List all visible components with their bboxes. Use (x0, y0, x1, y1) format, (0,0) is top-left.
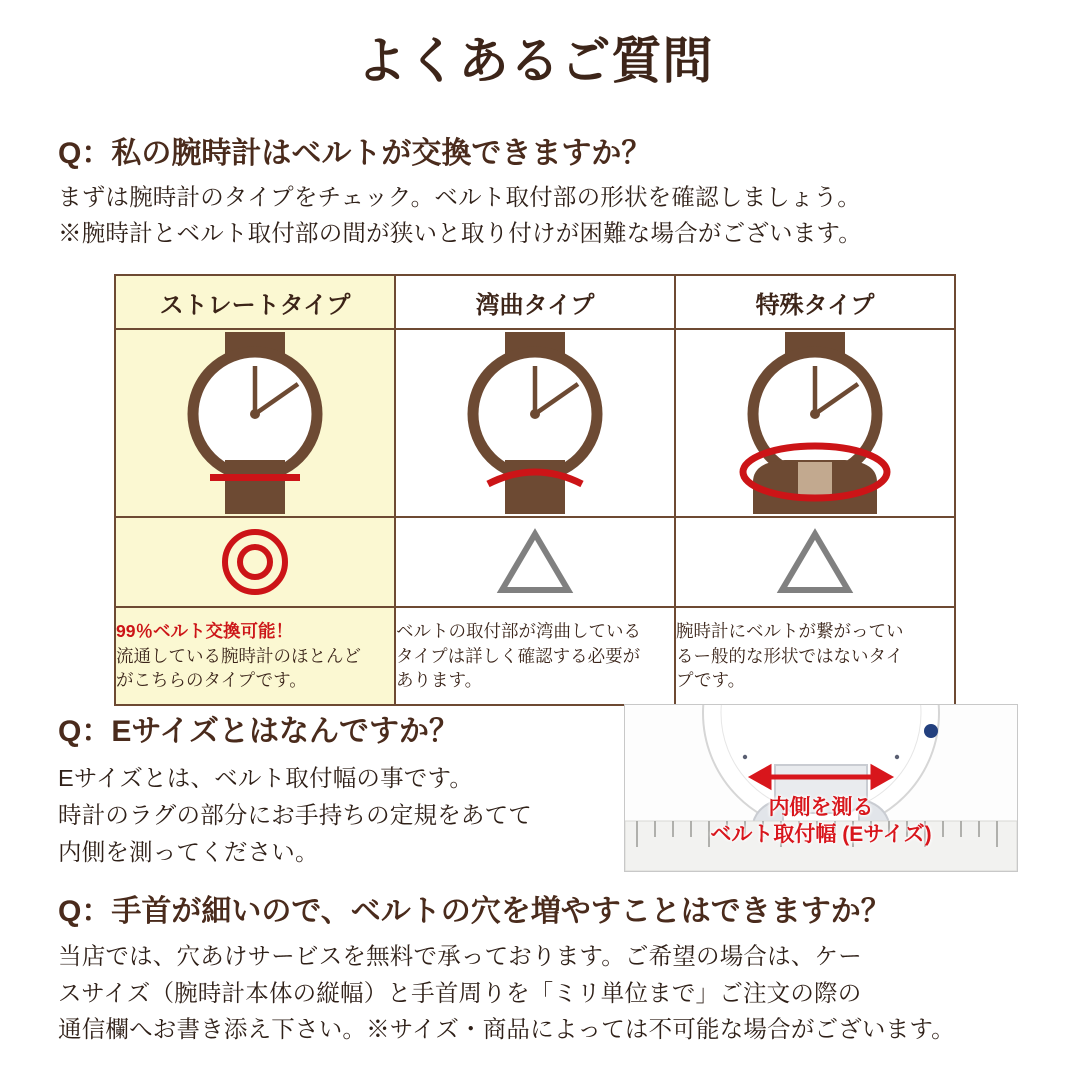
mark-curved-triangle (395, 517, 675, 607)
description-curved (395, 607, 675, 705)
answer-line: 時計のラグの部分にお手持ちの定規をあてて (58, 802, 532, 829)
question-heading-2: Q：Eサイズとはなんですか？ (58, 715, 459, 748)
description-straight (115, 607, 395, 705)
answer-line: 内側を測ってください。 (58, 839, 319, 866)
description-line: 流通している腕時計のほとんど (116, 645, 361, 666)
question-heading-3: Q：手首が細いので、ベルトの穴を増やすことはできますか？ (58, 895, 891, 928)
description-line: プです。 (676, 670, 746, 691)
faq-section-belt-exchange (58, 128, 1018, 251)
curved-watch-icon (410, 332, 660, 514)
description-line: 腕時計にベルトが繋がってい (676, 620, 904, 641)
mark-straight-double-circle (115, 517, 395, 607)
answer-text-1 (58, 180, 1018, 251)
answer-text-2 (58, 760, 618, 871)
triangle-icon (775, 527, 855, 597)
description-line: ベルトの取付部が湾曲している (396, 620, 641, 641)
column-header-straight: ストレートタイプ (115, 275, 395, 329)
esize-caption-line2: ベルト取付幅 (Eサイズ) (710, 822, 932, 846)
faq-section-extra-holes (58, 886, 1026, 1048)
straight-watch-icon (130, 332, 380, 514)
column-header-special: 特殊タイプ (675, 275, 955, 329)
answer-line: ※腕時計とベルト取付部の間が狭いと取り付けが困難な場合がございます。 (58, 219, 862, 246)
description-highlight: 99％ベルト交換可能！ (116, 620, 293, 641)
esize-caption-line1: 内側を測る (768, 796, 874, 819)
double-circle-icon (215, 527, 295, 597)
description-line: るー般的な形状ではないタイ (676, 645, 904, 666)
esize-measure-figure (624, 704, 1018, 872)
description-special (675, 607, 955, 705)
answer-line: まずは腕時計のタイプをチェック。ベルト取付部の形状を確認しましょう。 (58, 184, 861, 210)
column-header-curved: 湾曲タイプ (395, 275, 675, 329)
table-row-headers (115, 275, 955, 329)
mark-special-triangle (675, 517, 955, 607)
description-line: タイプは詳しく確認する必要が (396, 645, 641, 666)
faq-section-esize (58, 706, 618, 871)
special-watch-icon (690, 332, 940, 514)
description-line: あります。 (396, 670, 483, 691)
watch-type-table (114, 274, 956, 706)
answer-line: 当店では、穴あけサービスを無料で承っております。ご希望の場合は、ケー (58, 943, 862, 969)
page-title: よくあるご質問 (356, 33, 714, 89)
watch-illustration-curved (395, 329, 675, 517)
answer-line: 通信欄へお書き添え下さい。※サイズ・商品によっては不可能な場合がございます。 (58, 1016, 955, 1043)
answer-line: Eサイズとは、ベルト取付幅の事です。 (58, 765, 474, 791)
triangle-icon (495, 527, 575, 597)
answer-text-3 (58, 938, 1026, 1048)
watch-illustration-special (675, 329, 955, 517)
question-heading-1: Q：私の腕時計はベルトが交換できますか？ (58, 137, 652, 170)
esize-caption (625, 795, 1017, 849)
description-line: がこちらのタイプです。 (116, 670, 307, 691)
table-row-illustrations (115, 329, 955, 517)
watch-illustration-straight (115, 329, 395, 517)
table-row-descriptions (115, 607, 955, 705)
table-row-marks (115, 517, 955, 607)
answer-line: スサイズ（腕時計本体の縦幅）と手首周りを「ミリ単位まで」ご注文の際の (58, 979, 862, 1006)
